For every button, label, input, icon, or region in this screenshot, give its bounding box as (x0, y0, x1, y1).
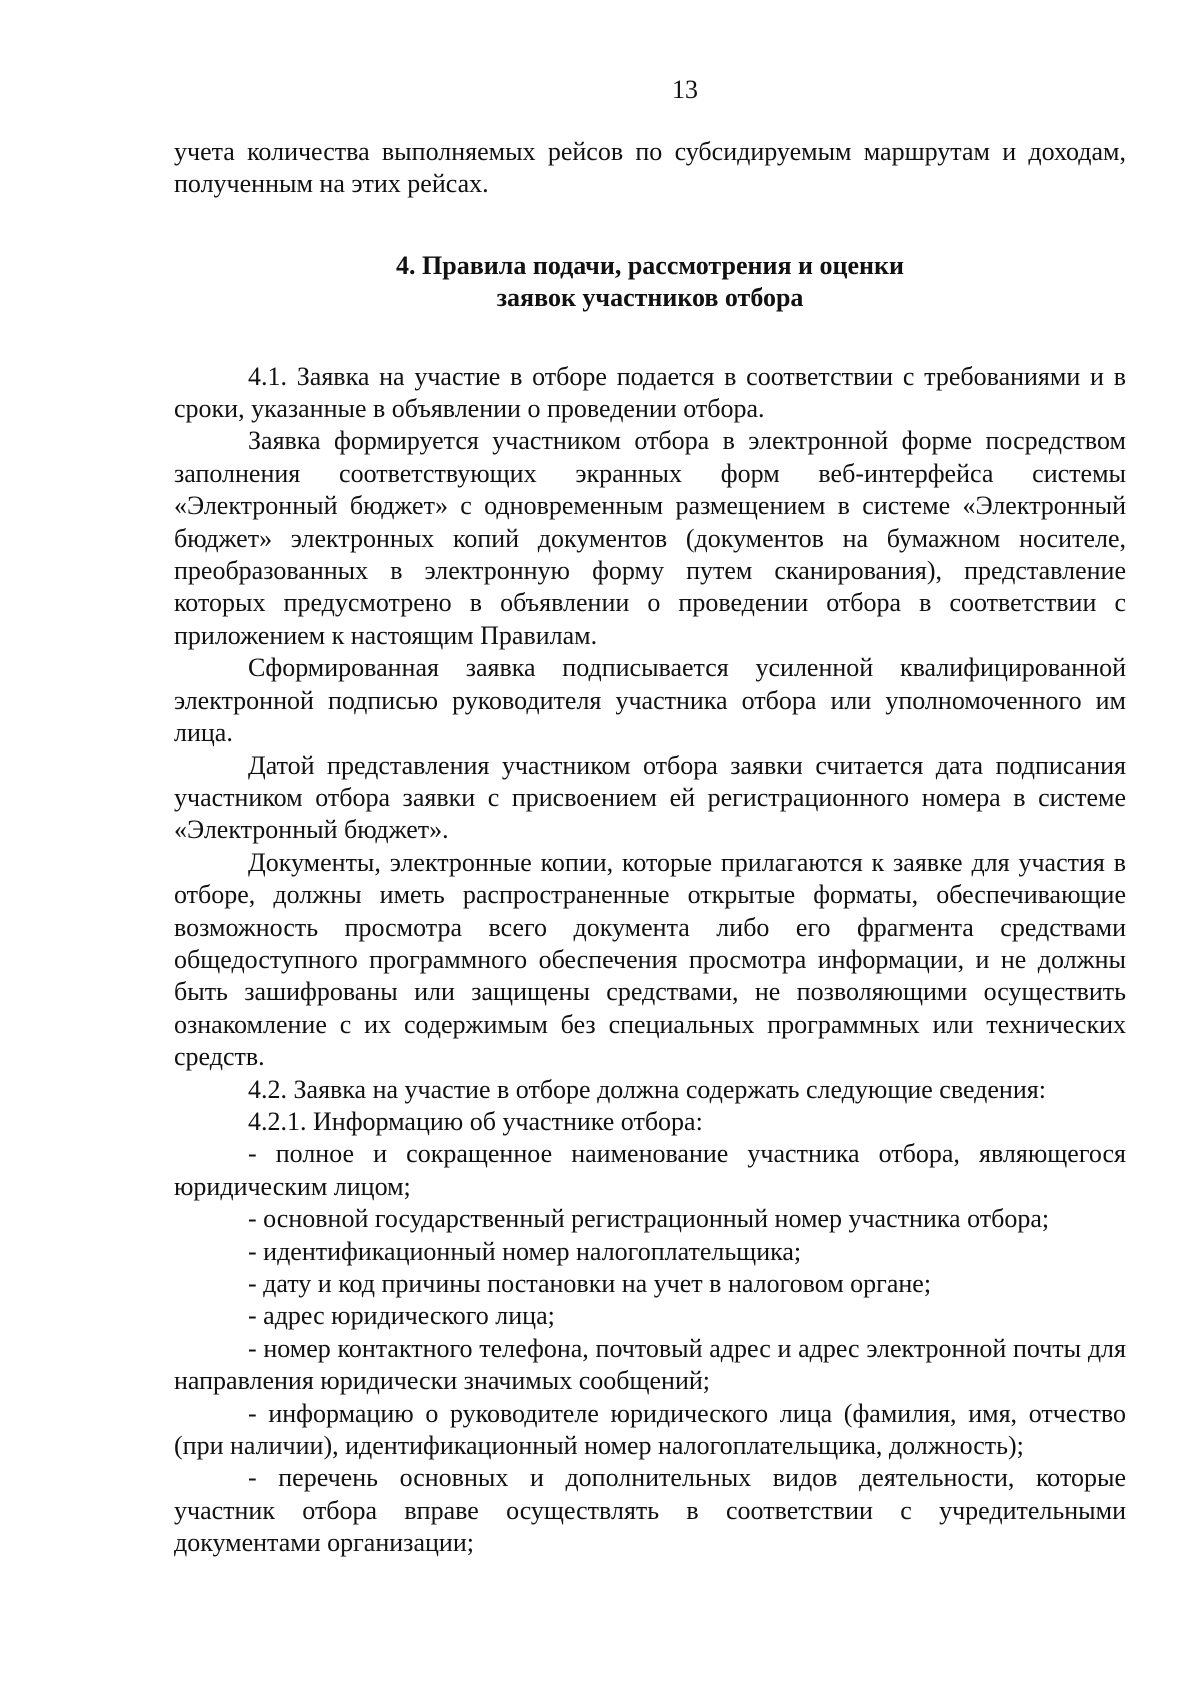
list-item-ogrn: - основной государственный регистрационный номер участника отбора; (248, 1204, 1050, 1234)
paragraph-document-formats: Документы, электронные копии, которые прилагаются к заявке для участия в отборе, должны иметь распространенные открытые форматы, обеспечивающие возможность просмотра всего документа либо его фрагмента средствами общедоступного программного обеспечения просмотра информации, и не должны быть зашифрованы или защищены средствами, не позволяющими осуществить ознакомление с их содержимым без специальных программных или технических средств. (174, 847, 1126, 1072)
section-heading-line-1: 4. Правила подачи, рассмотрения и оценки (396, 250, 904, 280)
paragraph-application-form: Заявка формируется участником отбора в электронной форме посредством заполнения соответствующих экранных форм веб-интерфейса системы «Электронный бюджет» с одновременным размещением в системе «Электронный бюджет» электронных копий документов (документов на бумажном носителе, преобразованных в электронную форму путем сканирования), представление которых предусмотрено в объявлении о проведении отбора в соответствии с приложением к настоящим Правилам. (174, 426, 1126, 650)
list-item-activities: - перечень основных и дополнительных видов деятельности, которые участник отбора вправе осуществлять в соответствии с учредительными документами организации; (174, 1463, 1126, 1558)
list-item-inn: - идентификационный номер налогоплательщика; (248, 1236, 802, 1266)
list-item-name: - полное и сокращенное наименование участника отбора, являющегося юридическим лицом; (174, 1139, 1126, 1201)
lead-paragraph: учета количества выполняемых рейсов по субсидируемым маршрутам и доходам, полученным на этих рейсах. (174, 137, 1126, 199)
paragraph-4-2: 4.2. Заявка на участие в отборе должна содержать следующие сведения: (248, 1074, 1046, 1104)
paragraph-submission-date: Датой представления участником отбора заявки считается дата подписания участником отбора заявки с присвоением ей регистрационного номера в системе «Электронный бюджет». (174, 750, 1126, 845)
section-heading (174, 250, 1126, 315)
document-body (174, 136, 1126, 1560)
paragraph-4-1: 4.1. Заявка на участие в отборе подается в соответствии с требованиями и в сроки, указанные в объявлении о проведении отбора. (174, 361, 1126, 424)
list-item-director: - информацию о руководителе юридического лица (фамилия, имя, отчество (при наличии), идентификационный номер налогоплательщика, должность); (174, 1398, 1126, 1461)
page-number: 13 (672, 75, 698, 104)
list-item-address: - адрес юридического лица; (248, 1301, 555, 1331)
list-item-registration: - дату и код причины постановки на учет в налоговом органе; (248, 1269, 932, 1298)
paragraph-4-2-1: 4.2.1. Информацию об участнике отбора: (248, 1106, 703, 1136)
paragraph-signature: Сформированная заявка подписывается усиленной квалифицированной электронной подписью руководителя участника отбора или уполномоченного им лица. (174, 653, 1126, 748)
section-heading-line-2: заявок участников отбора (496, 283, 804, 313)
list-item-contacts: - номер контактного телефона, почтовый адрес и адрес электронной почты для направления юридически значимых сообщений; (174, 1333, 1126, 1396)
